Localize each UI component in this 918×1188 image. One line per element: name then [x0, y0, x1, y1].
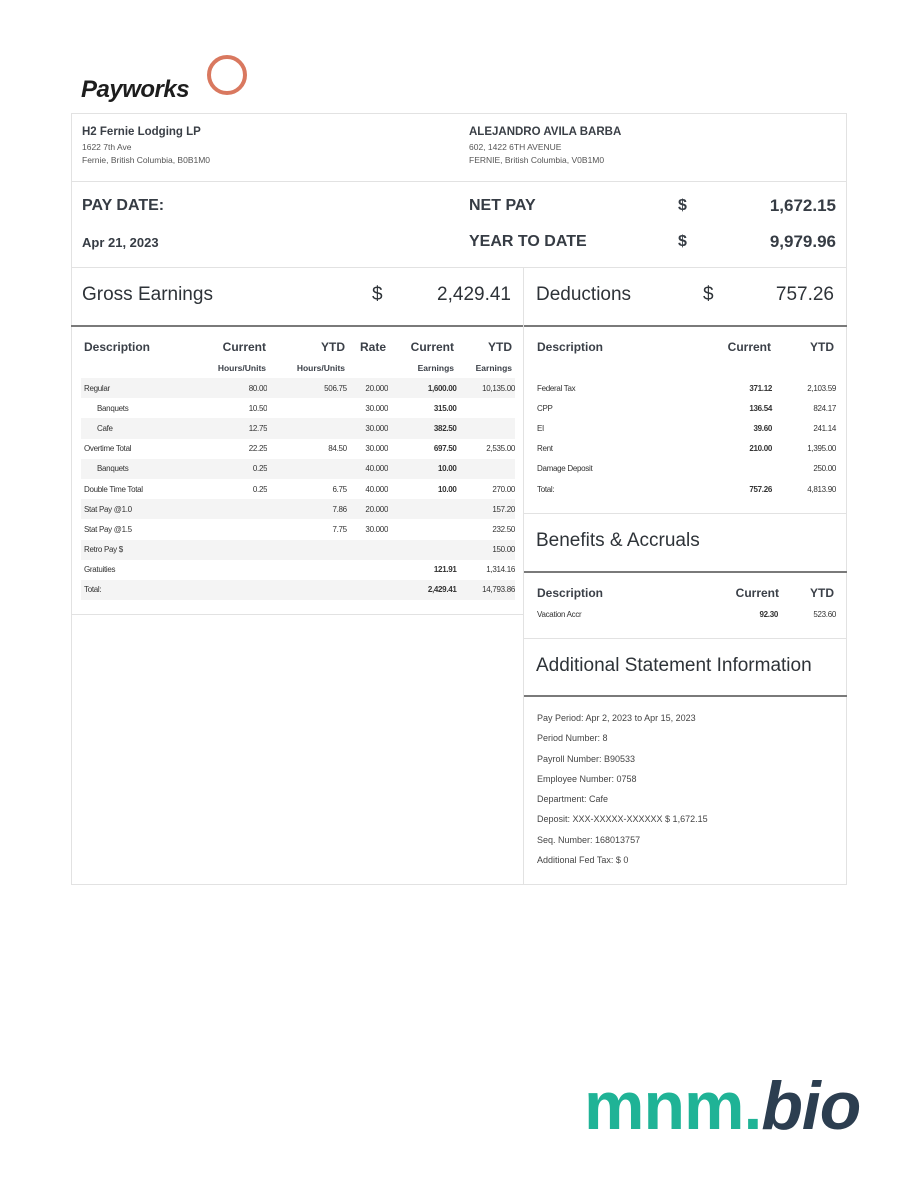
info-employee-number: Employee Number: 0758 — [537, 773, 637, 784]
column-divider — [523, 267, 524, 885]
info-department: Department: Cafe — [537, 794, 609, 805]
earn-col-ytd: YTD — [321, 340, 345, 354]
earn-ytd-earnings — [457, 398, 515, 418]
table-row — [534, 439, 836, 459]
ded-desc: EI — [537, 423, 544, 433]
earn-current — [187, 499, 268, 519]
earn-rate: 40.000 — [347, 459, 388, 479]
info-seq-number: Seq. Number: 168013757 — [537, 834, 641, 845]
earn-current-earnings — [388, 519, 456, 539]
ben-ytd: 523.60 — [813, 609, 836, 619]
ded-current: 757.26 — [749, 484, 772, 494]
earn-ytd — [267, 560, 347, 580]
earn-current: 10.50 — [248, 403, 268, 413]
net-pay-currency: $ — [678, 197, 687, 214]
earn-current-earnings: 697.50 — [433, 444, 457, 454]
earn-current — [187, 519, 268, 539]
earn-current-earnings: 1,600.00 — [388, 378, 456, 398]
ded-desc: CPP — [537, 403, 553, 413]
net-pay-amount: 1,672.15 — [769, 196, 836, 215]
gross-header-rule — [71, 325, 523, 327]
earn-rate: 20.000 — [347, 378, 388, 398]
ded-col-description: Description — [537, 340, 604, 354]
watermark-logo — [584, 1068, 861, 1144]
employer-address-line2: Fernie, British Columbia, B0B1M0 — [82, 155, 211, 165]
ded-current: 371.12 — [749, 383, 772, 393]
divider — [71, 614, 523, 615]
ben-col-current: Current — [735, 586, 779, 600]
ded-current: 136.54 — [749, 403, 772, 413]
earn-ytd-earnings: 270.00 — [492, 484, 515, 494]
ben-col-ytd: YTD — [810, 586, 834, 600]
table-row — [534, 459, 836, 479]
earn-desc: Stat Pay @1.5 — [84, 524, 132, 534]
earn-col-current-earnings: Current — [410, 340, 454, 354]
earn-ytd — [267, 398, 347, 418]
earn-current-earnings: 10.00 — [438, 484, 457, 494]
earn-desc: Retro Pay $ — [81, 540, 187, 560]
info-additional-fed-tax: Additional Fed Tax: $ 0 — [537, 855, 629, 866]
earn-rate: 30.000 — [347, 418, 388, 438]
earnings-table — [81, 378, 515, 600]
earn-col-current-sub: Hours/Units — [217, 363, 266, 373]
ded-ytd: 1,395.00 — [807, 444, 836, 454]
earn-ytd-earnings: 157.20 — [457, 499, 515, 519]
earn-ytd-earnings: 10,135.00 — [457, 378, 515, 398]
employee-address — [469, 126, 621, 165]
deductions-amount: 757.26 — [775, 284, 834, 305]
table-row — [81, 540, 515, 560]
earn-rate: 20.000 — [347, 499, 388, 519]
ded-desc: Rent — [537, 444, 553, 454]
ytd-label: YEAR TO DATE — [469, 233, 587, 250]
earn-rate — [347, 560, 388, 580]
earn-current — [187, 560, 268, 580]
earn-ytd — [267, 418, 347, 438]
earn-ytd: 7.75 — [332, 524, 347, 534]
ded-col-current: Current — [727, 340, 771, 354]
watermark-part1: mnm. — [584, 1068, 762, 1144]
ded-ytd: 4,813.90 — [807, 484, 836, 494]
earn-rate — [347, 580, 388, 600]
table-row — [81, 398, 515, 418]
table-row — [534, 479, 836, 499]
table-row — [81, 519, 515, 539]
ded-current: 210.00 — [749, 444, 772, 454]
earn-current: 0.25 — [252, 484, 268, 494]
earn-current-earnings — [388, 540, 456, 560]
earn-col-ytd-earnings: YTD — [488, 340, 512, 354]
deductions-header-rule — [524, 325, 847, 327]
earn-ytd-earnings: 150.00 — [457, 540, 515, 560]
additional-info-title: Additional Statement Information — [536, 655, 812, 676]
table-row — [81, 580, 515, 600]
earn-col-current-earnings-sub: Earnings — [417, 363, 454, 373]
ben-desc: Vacation Accr — [537, 609, 582, 619]
additional-header-rule — [524, 695, 847, 697]
table-row — [534, 418, 836, 438]
deductions-table — [534, 378, 836, 499]
table-row — [81, 378, 515, 398]
earn-rate: 30.000 — [365, 524, 389, 534]
pay-date-value: Apr 21, 2023 — [82, 235, 159, 250]
earn-desc: Cafe — [81, 418, 187, 438]
earn-current-earnings: 121.91 — [433, 565, 457, 575]
earn-ytd: 7.86 — [267, 499, 347, 519]
divider — [71, 267, 847, 268]
ded-desc: Damage Deposit — [537, 464, 593, 474]
earn-rate: 30.000 — [365, 444, 389, 454]
earn-desc: Banquets — [81, 459, 187, 479]
table-row — [81, 418, 515, 438]
earn-current: 80.00 — [187, 378, 268, 398]
earn-col-current: Current — [222, 340, 266, 354]
benefits-table — [534, 604, 836, 624]
employee-address-line1: 602, 1422 6TH AVENUE — [469, 142, 562, 152]
gross-earnings-currency: $ — [372, 284, 383, 305]
earn-ytd-earnings: 14,793.86 — [457, 580, 515, 600]
watermark-part2: bio — [761, 1068, 861, 1144]
earn-current: 0.25 — [187, 459, 268, 479]
earn-col-ytd-sub: Hours/Units — [296, 363, 345, 373]
earn-ytd: 84.50 — [328, 444, 347, 454]
gross-earnings-title: Gross Earnings — [82, 284, 213, 305]
employee-name: ALEJANDRO AVILA BARBA — [469, 126, 622, 138]
earn-ytd-earnings: 232.50 — [492, 524, 515, 534]
table-row — [534, 604, 836, 624]
earn-ytd — [267, 540, 347, 560]
info-payroll-number: Payroll Number: B90533 — [537, 753, 636, 764]
ben-col-description: Description — [537, 586, 604, 600]
earn-current: 12.75 — [187, 418, 268, 438]
earn-current-earnings: 315.00 — [433, 403, 457, 413]
employer-address-line1: 1622 7th Ave — [82, 142, 132, 152]
earn-desc: Banquets — [97, 403, 129, 413]
earn-rate: 40.000 — [365, 484, 389, 494]
earn-ytd-earnings: 2,535.00 — [486, 444, 515, 454]
earn-current-earnings: 382.50 — [388, 418, 456, 438]
earn-col-description: Description — [84, 340, 151, 354]
earn-current — [187, 540, 268, 560]
earn-rate: 30.000 — [365, 403, 389, 413]
employer-address — [82, 126, 210, 165]
earn-desc: Overtime Total — [84, 444, 132, 454]
earn-desc: Double Time Total — [84, 484, 143, 494]
ded-current — [704, 459, 772, 479]
employee-address-line2: FERNIE, British Columbia, V0B1M0 — [469, 155, 605, 165]
ben-current: 92.30 — [759, 609, 778, 619]
table-row — [81, 560, 515, 580]
ded-current: 39.60 — [753, 423, 772, 433]
table-row — [81, 499, 515, 519]
earn-col-ytd-earnings-sub: Earnings — [475, 363, 512, 373]
ded-col-ytd: YTD — [810, 340, 834, 354]
divider — [524, 513, 847, 514]
info-pay-period: Pay Period: Apr 2, 2023 to Apr 15, 2023 — [537, 713, 696, 723]
ded-ytd: 250.00 — [813, 464, 836, 474]
earn-ytd-earnings — [457, 418, 515, 438]
earn-rate — [347, 540, 388, 560]
earn-col-rate: Rate — [359, 340, 386, 354]
deductions-currency: $ — [703, 284, 714, 305]
earn-ytd: 6.75 — [332, 484, 347, 494]
earn-desc: Regular — [81, 378, 187, 398]
benefits-header-rule — [524, 571, 847, 573]
divider — [524, 638, 847, 639]
earn-desc: Total: — [81, 580, 187, 600]
table-row — [534, 378, 836, 398]
pay-date-label: PAY DATE: — [82, 197, 165, 214]
ytd-amount: 9,979.96 — [769, 232, 836, 251]
divider — [71, 181, 847, 182]
payworks-logo: Payworks — [81, 76, 190, 103]
table-row — [534, 398, 836, 418]
earn-ytd-earnings: 1,314.16 — [486, 565, 515, 575]
earn-current-earnings: 10.00 — [388, 459, 456, 479]
table-row — [81, 479, 515, 499]
ded-desc: Total: — [537, 484, 555, 494]
info-period-number: Period Number: 8 — [537, 733, 608, 744]
ded-ytd: 824.17 — [813, 403, 836, 413]
ded-desc: Federal Tax — [537, 383, 576, 393]
earn-current-earnings — [388, 499, 456, 519]
earn-current-earnings: 2,429.41 — [388, 580, 456, 600]
ded-ytd: 2,103.59 — [807, 383, 836, 393]
deductions-title: Deductions — [536, 284, 632, 305]
earn-current: 22.25 — [248, 444, 268, 454]
earn-desc: Stat Pay @1.0 — [81, 499, 187, 519]
employer-name: H2 Fernie Lodging LP — [82, 126, 201, 138]
ded-ytd: 241.14 — [813, 423, 836, 433]
table-row — [81, 459, 515, 479]
earn-ytd-earnings — [457, 459, 515, 479]
table-row — [81, 439, 515, 459]
info-deposit: Deposit: XXX-XXXXX-XXXXXX $ 1,672.15 — [537, 814, 708, 825]
net-pay-label: NET PAY — [469, 197, 536, 214]
earn-ytd — [267, 580, 347, 600]
logo-ring-icon — [207, 55, 247, 95]
benefits-title: Benefits & Accruals — [536, 530, 700, 551]
ytd-currency: $ — [678, 233, 687, 250]
earn-current — [187, 580, 268, 600]
earn-ytd: 506.75 — [267, 378, 347, 398]
earn-ytd — [267, 459, 347, 479]
additional-info-list — [537, 713, 708, 875]
gross-earnings-amount: 2,429.41 — [437, 284, 511, 305]
earn-desc: Gratuities — [84, 565, 116, 575]
